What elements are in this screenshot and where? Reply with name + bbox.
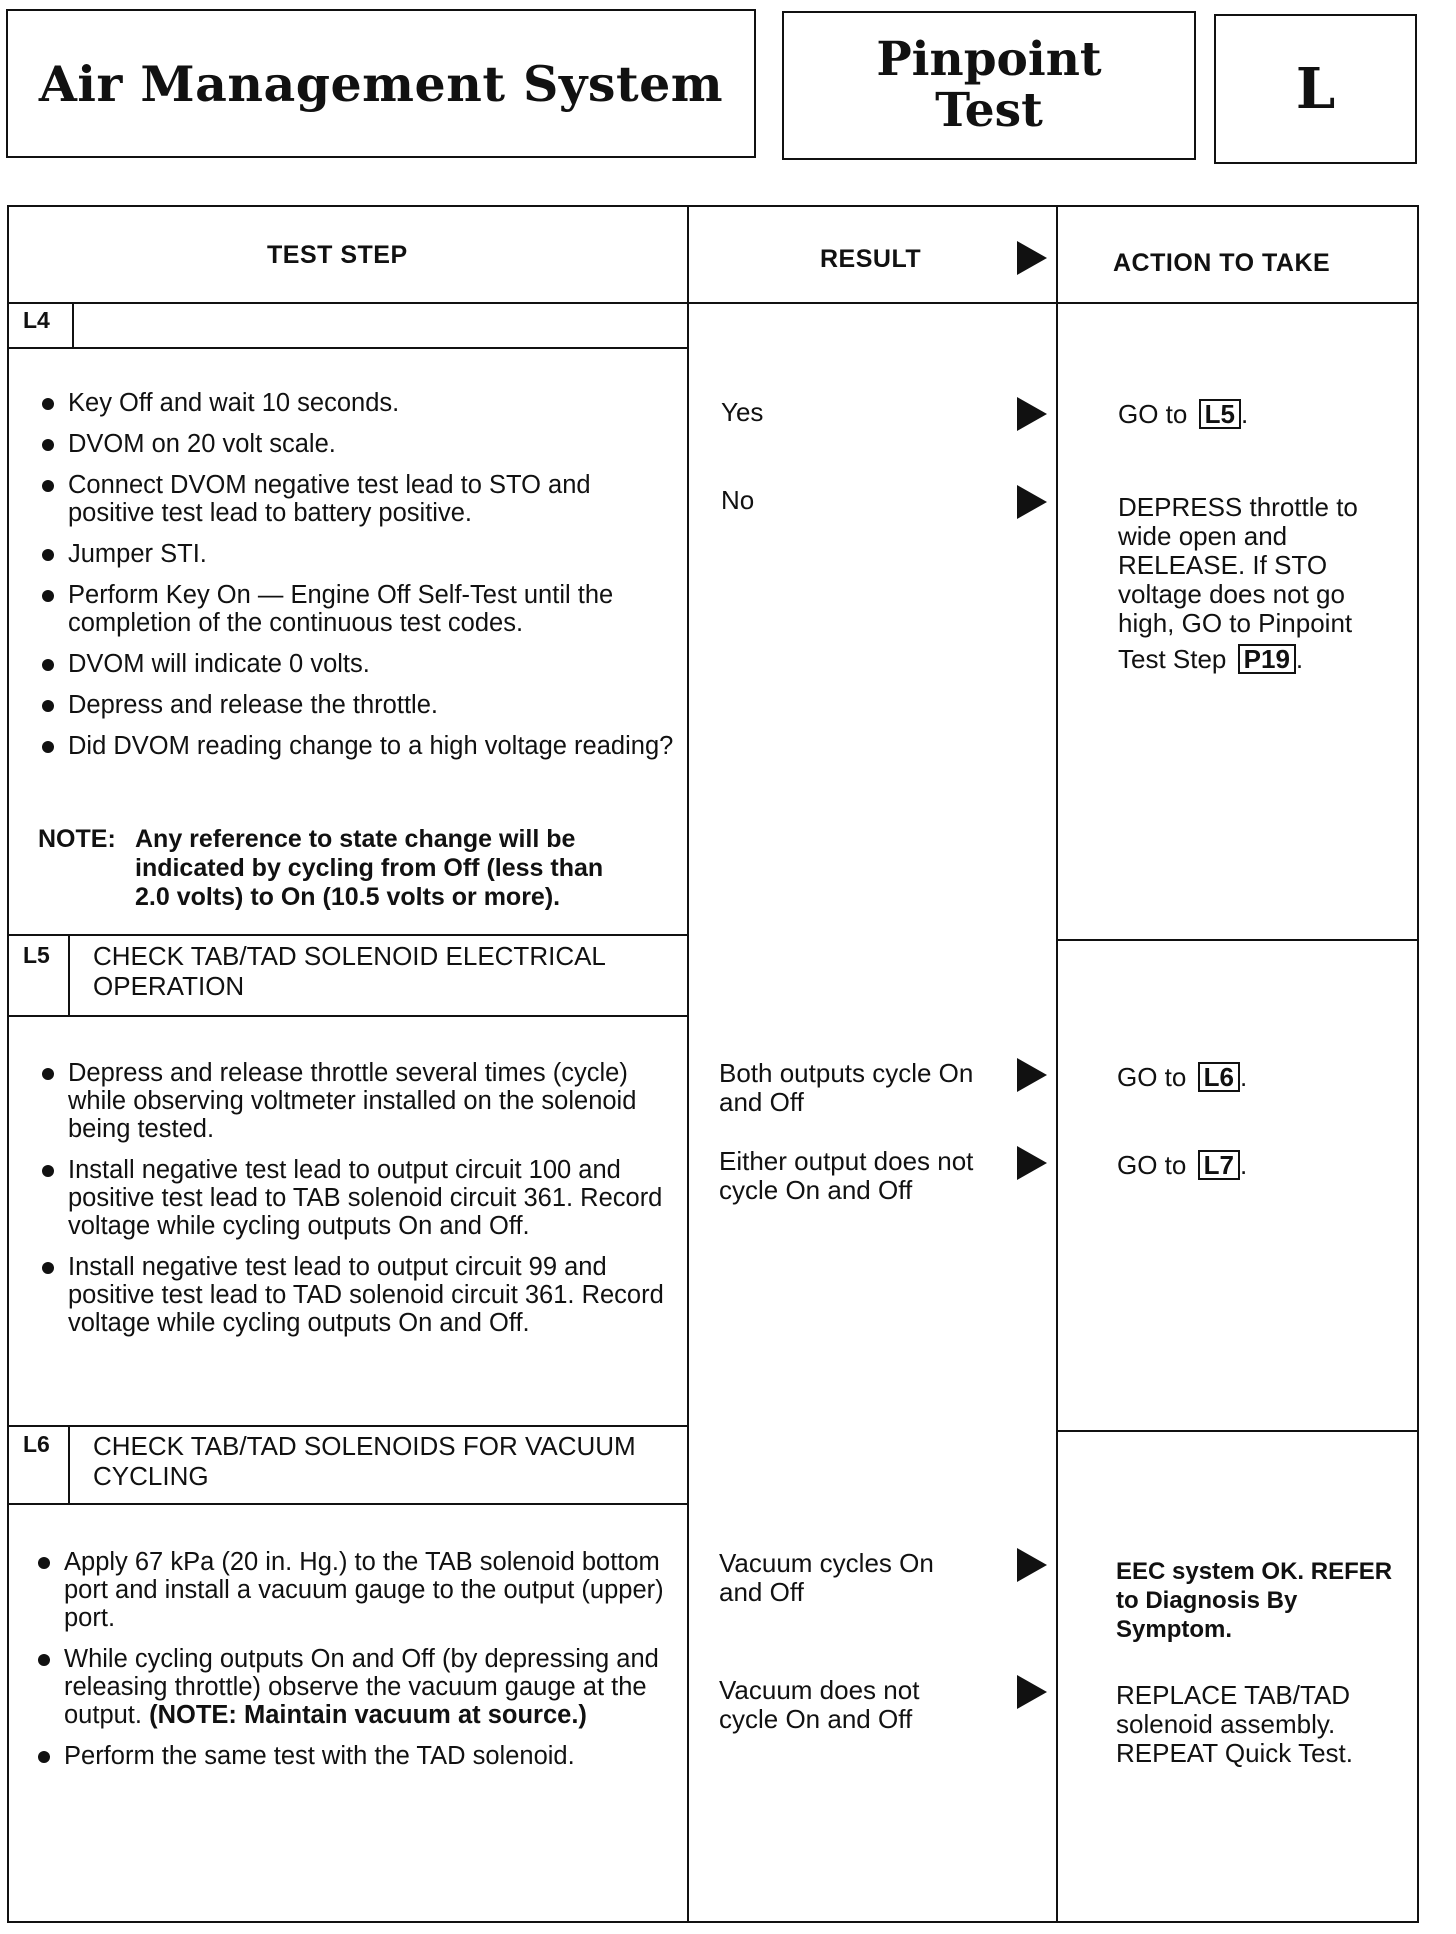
- step-l5-title-divider: [9, 1015, 687, 1017]
- step-l5-bullet-list: [37, 1059, 677, 1350]
- note-label: NOTE:: [38, 825, 116, 853]
- list-item-note: (NOTE: Maintain vacuum at source.): [149, 1701, 587, 1729]
- pinpoint-line2: Test: [935, 82, 1043, 138]
- step-ref-p19[interactable]: P19: [1238, 644, 1296, 674]
- list-item: Depress and release the throttle.: [37, 691, 677, 719]
- column-header-test-step: TEST STEP: [267, 241, 408, 269]
- list-item: [33, 1645, 675, 1729]
- step-number-l4: L4: [23, 307, 50, 333]
- action-text: GO to: [1117, 1150, 1187, 1180]
- result-arrow-icon: [1017, 1675, 1047, 1709]
- step-l4-note: [38, 825, 678, 920]
- step-l5-title: CHECK TAB/TAD SOLENOID ELECTRICAL OPERATION: [93, 941, 605, 1001]
- step-l6-action-ok: EEC system OK. REFER to Diagnosis By Symptom.: [1116, 1558, 1393, 1643]
- step-l6-result-not-cycle: Vacuum does not cycle On and Off: [719, 1675, 920, 1734]
- page-title-box: [6, 9, 756, 158]
- action-text: Test Step: [1118, 644, 1227, 674]
- column-divider-result: [687, 207, 689, 1921]
- step-l6-title-divider: [9, 1503, 687, 1505]
- step-l5-action-both-cycle: [1117, 1062, 1247, 1092]
- step-ref-l6[interactable]: L6: [1198, 1062, 1240, 1092]
- step-number-l5: L5: [23, 942, 50, 968]
- step-l5-label-divider: [68, 934, 70, 1015]
- note-text: Any reference to state change will be indicated by cycling from Off (less than 2.0 volts) to On (10.5 volts or more).: [135, 825, 604, 911]
- list-item: Perform Key On — Engine Off Self-Test until the completion of the continuous test codes.: [37, 581, 677, 637]
- result-arrow-icon: [1017, 485, 1047, 519]
- column-header-action: ACTION TO TAKE: [1113, 249, 1331, 277]
- step-l6-title: CHECK TAB/TAD SOLENOIDS FOR VACUUM CYCLING: [93, 1431, 636, 1491]
- list-item-text: While cycling outputs On and Off (by depressing and releasing throttle) observe the vacuum gauge at the output.: [64, 1645, 659, 1729]
- step-l6-result-cycles: Vacuum cycles On and Off: [719, 1548, 934, 1607]
- section-letter-box: [1214, 14, 1417, 164]
- section-letter: L: [1295, 56, 1336, 122]
- list-item: DVOM will indicate 0 volts.: [37, 650, 677, 678]
- step-l4-bullet-list: [37, 389, 677, 773]
- step-l5-result-not-cycle: Either output does not cycle On and Off: [719, 1146, 974, 1205]
- step-l6-action-replace: REPLACE TAB/TAD solenoid assembly. REPEAT Quick Test.: [1116, 1680, 1353, 1768]
- list-item: Jumper STI.: [37, 540, 677, 568]
- result-arrow-icon: [1017, 397, 1047, 431]
- list-item: Perform the same test with the TAD solenoid.: [33, 1742, 675, 1770]
- list-item: Key Off and wait 10 seconds.: [37, 389, 677, 417]
- step-l4-action-no: [1118, 493, 1393, 674]
- step-l4-result-yes: Yes: [721, 397, 764, 427]
- action-text: GO to: [1118, 399, 1188, 429]
- step-l4-title-divider: [9, 347, 687, 349]
- column-divider-action: [1056, 207, 1058, 1921]
- column-header-result: RESULT: [820, 245, 922, 273]
- pinpoint-test-box: [782, 11, 1196, 160]
- step-l4-label-divider: [72, 302, 74, 347]
- list-item: Connect DVOM negative test lead to STO and positive test lead to battery positive.: [37, 471, 677, 527]
- action-period: .: [1240, 399, 1249, 429]
- row-divider-l5-l6-action: [1056, 1430, 1417, 1432]
- step-number-l6: L6: [23, 1431, 50, 1457]
- step-l4-action-yes: [1118, 399, 1248, 429]
- list-item: Apply 67 kPa (20 in. Hg.) to the TAB solenoid bottom port and install a vacuum gauge to the output (upper) port.: [33, 1548, 675, 1632]
- action-text: DEPRESS throttle to wide open and RELEASE. If STO voltage does not go high, GO to Pinpoint: [1118, 492, 1358, 638]
- list-item: Depress and release throttle several times (cycle) while observing voltmeter installed on the solenoid being tested.: [37, 1059, 677, 1143]
- step-l5-action-not-cycle: [1117, 1150, 1247, 1180]
- list-item: Did DVOM reading change to a high voltage reading?: [37, 732, 677, 760]
- page-title: Air Management System: [38, 54, 724, 113]
- result-arrow-icon: [1017, 1548, 1047, 1582]
- row-divider-l5-l6: [9, 1425, 687, 1427]
- row-divider-l4-l5-action: [1056, 939, 1417, 941]
- pinpoint-line1: Pinpoint: [876, 31, 1102, 87]
- action-period: .: [1295, 644, 1304, 674]
- step-l5-result-both-cycle: Both outputs cycle On and Off: [719, 1058, 974, 1117]
- list-item: DVOM on 20 volt scale.: [37, 430, 677, 458]
- step-ref-l5[interactable]: L5: [1199, 399, 1241, 429]
- list-item: Install negative test lead to output circuit 99 and positive test lead to TAD solenoid circuit 361. Record voltage while cycling outputs On and Off.: [37, 1253, 677, 1337]
- step-l6-label-divider: [68, 1425, 70, 1503]
- header-row-divider: [9, 302, 1417, 304]
- step-ref-l7[interactable]: L7: [1198, 1150, 1240, 1180]
- header-arrow-icon: [1017, 241, 1047, 275]
- action-period: .: [1239, 1150, 1248, 1180]
- action-period: .: [1239, 1062, 1248, 1092]
- result-arrow-icon: [1017, 1058, 1047, 1092]
- row-divider-l4-l5: [9, 934, 687, 936]
- action-ref-line: [1118, 644, 1393, 674]
- list-item: Install negative test lead to output circuit 100 and positive test lead to TAB solenoid circuit 361. Record voltage while cycling outputs On and Off.: [37, 1156, 677, 1240]
- pinpoint-test-table: [7, 205, 1419, 1923]
- step-l6-bullet-list: [33, 1548, 675, 1783]
- result-arrow-icon: [1017, 1146, 1047, 1180]
- step-l4-result-no: No: [721, 485, 755, 515]
- action-text: GO to: [1117, 1062, 1187, 1092]
